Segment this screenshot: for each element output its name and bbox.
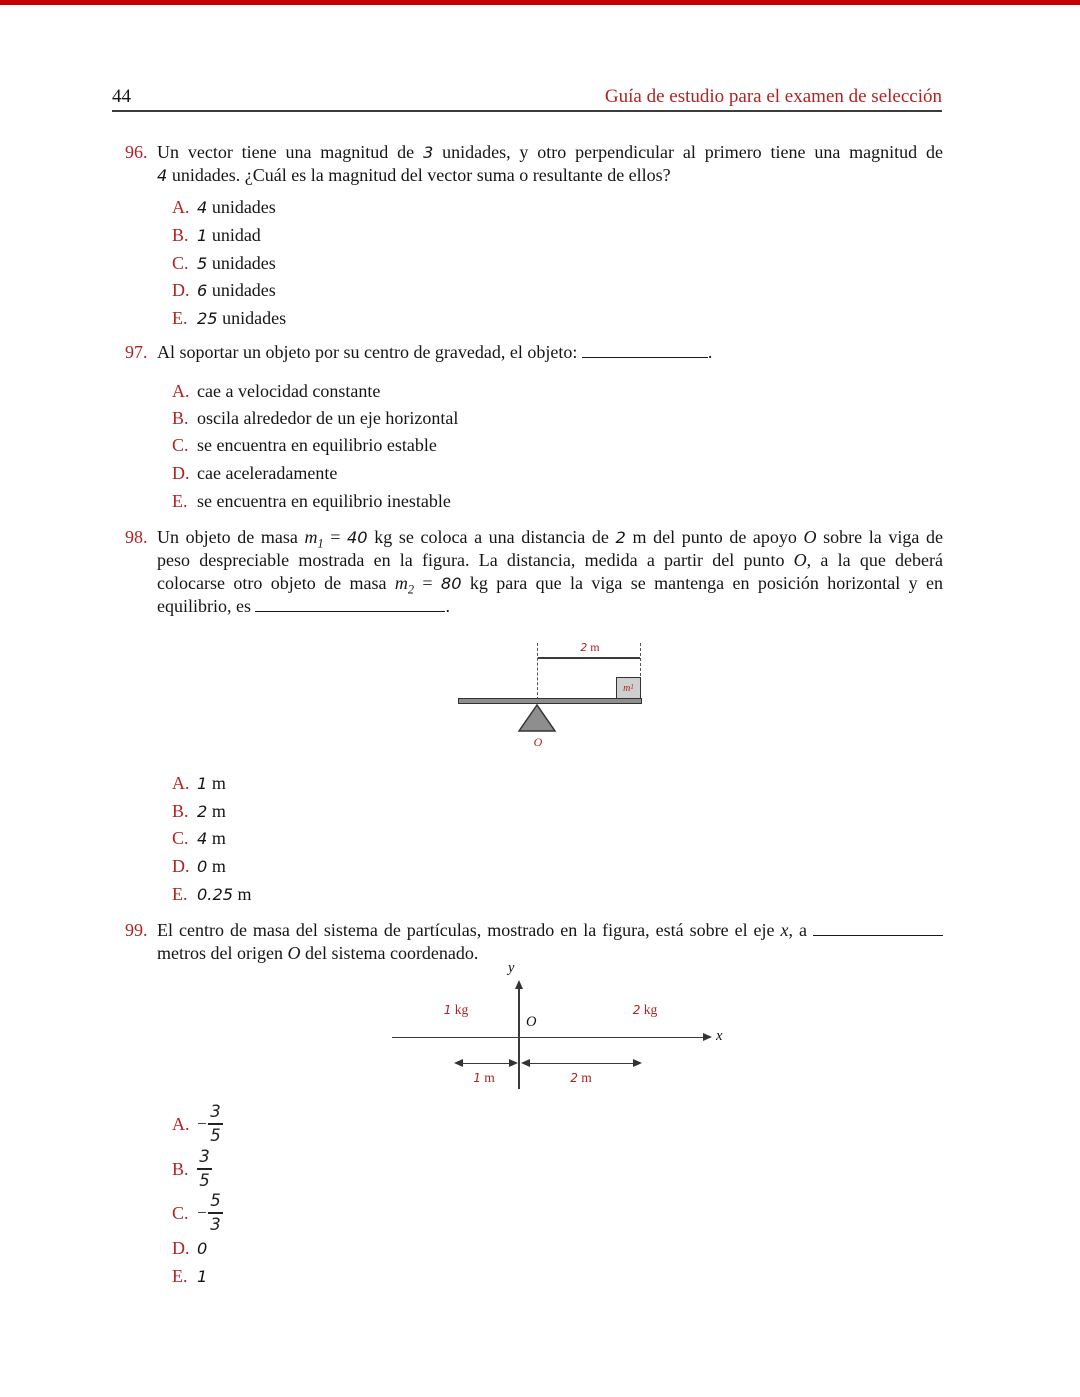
option-text: cae aceleradamente — [197, 463, 338, 483]
distance-measure-line — [538, 657, 640, 659]
page-top-red-bar — [0, 0, 1080, 5]
question-96-text — [157, 141, 943, 187]
question-98-option-a: A. 1 m — [172, 773, 226, 793]
option-text: 4 unidades — [197, 197, 276, 217]
question-97-option-e: E. se encuentra en equilibrio inestable — [172, 491, 451, 511]
fraction: $\frac{5}{3}$ — [208, 1191, 223, 1235]
question-97-option-b: B. oscila alrededor de un eje horizontal — [172, 408, 459, 428]
question-96-option-e: E. 25 unidades — [172, 308, 287, 328]
fraction: $\frac{3}{5}$ — [208, 1102, 223, 1146]
option-text: se encuentra en equilibrio inestable — [197, 491, 451, 511]
coordinate-figure — [390, 958, 740, 1098]
question-99-option-d: D. 0 — [172, 1238, 208, 1258]
minus-sign: − — [197, 1203, 207, 1222]
question-98-option-c: C. 4 m — [172, 828, 226, 848]
question-98-line-3: colocarse otro objeto de masa $m_2 = 80$ kg para que la viga se mantenga en posición horizontal y en — [157, 573, 944, 597]
mass-box: m 1 — [616, 677, 641, 699]
option-text: 6 unidades — [197, 280, 276, 300]
question-96-number: 96. — [125, 142, 148, 162]
question-96-option-d: D. 6 unidades — [172, 280, 276, 300]
page-number: 44 — [112, 86, 131, 107]
answer-blank — [255, 596, 445, 612]
left-measure-line — [461, 1063, 512, 1065]
option-text: cae a velocidad constante — [197, 381, 381, 401]
question-96-option-a: A. 4 unidades — [172, 197, 276, 217]
question-99-option-b: B. $\frac{3}{5}$ — [172, 1145, 212, 1193]
right-measure-arrowhead-right — [633, 1059, 642, 1067]
question-99-option-e: E. 1 — [172, 1266, 208, 1286]
question-99-line-2: metros del origen O del sistema coordenado. — [157, 943, 479, 963]
question-96-option-b: B. 1 unidad — [172, 225, 261, 245]
option-text: 1 unidad — [197, 225, 261, 245]
question-97-option-a: A. cae a velocidad constante — [172, 381, 381, 401]
left-measure-arrowhead-right — [509, 1059, 518, 1067]
question-98-line-4: equilibrio, es . — [157, 596, 450, 616]
header-rule — [112, 110, 942, 112]
minus-sign: − — [197, 1114, 207, 1133]
option-text: 1 m — [197, 773, 226, 793]
option-text: 0.25 m — [197, 884, 252, 904]
question-98-option-d: D. 0 m — [172, 856, 226, 876]
question-97-option-d: D. cae aceleradamente — [172, 463, 338, 483]
option-text: 25 unidades — [197, 308, 287, 328]
mass-dashed-line — [640, 643, 641, 676]
question-98-line-2: peso despreciable mostrada en la figura. La distancia, medida a partir del punto O, a la que deberá — [157, 550, 943, 570]
fraction-bar — [197, 1168, 212, 1170]
fraction: $\frac{3}{5}$ — [197, 1147, 212, 1191]
origin-label: O — [526, 1014, 537, 1030]
question-97-option-c: C. se encuentra en equilibrio estable — [172, 435, 437, 455]
x-axis-arrowhead — [703, 1033, 712, 1041]
option-text: 2 m — [197, 801, 226, 821]
x-axis-label: x — [716, 1028, 723, 1044]
y-axis-label: y — [508, 960, 515, 976]
fraction-bar — [208, 1212, 223, 1214]
question-96-line-2: 4 unidades. ¿Cuál es la magnitud del vector suma o resultante de ellos? — [157, 165, 671, 185]
question-99-number: 99. — [125, 920, 148, 940]
question-97-text — [157, 341, 943, 364]
question-98-option-e: E. 0.25 m — [172, 884, 252, 904]
option-text: oscila alrededor de un eje horizontal — [197, 408, 459, 428]
question-96-line-1: Un vector tiene una magnitud de 3 unidades, y otro perpendicular al primero tiene una magnitud de — [157, 142, 943, 162]
question-97-line-1: Al soportar un objeto por su centro de gravedad, el objeto: . — [157, 342, 713, 362]
option-text: 1 — [197, 1267, 208, 1286]
left-distance-label: 1 m — [473, 1070, 495, 1085]
option-text: 5 unidades — [197, 253, 276, 273]
answer-blank — [813, 920, 943, 936]
fulcrum-dashed-line — [537, 643, 538, 700]
option-text: 0 — [197, 1239, 208, 1258]
question-98-number: 98. — [125, 527, 148, 547]
x-axis — [392, 1037, 705, 1039]
question-98-line-1: Un objeto de masa $m_1 = 40$ kg se coloca a una distancia de 2 m del punto de apoyo O sobre la viga de — [157, 527, 943, 551]
y-axis-arrowhead — [515, 980, 523, 989]
page-header-title: Guía de estudio para el examen de selección — [604, 86, 942, 107]
right-distance-label: 2 m — [570, 1070, 592, 1085]
question-98-text — [157, 526, 943, 618]
option-text: se encuentra en equilibrio estable — [197, 435, 437, 455]
lever-figure — [450, 638, 660, 756]
left-mass-label: 1 kg — [443, 1002, 469, 1017]
question-97-number: 97. — [125, 342, 148, 362]
right-mass-label: 2 kg — [632, 1002, 658, 1017]
fraction-bar — [208, 1123, 223, 1125]
question-96-option-c: C. 5 unidades — [172, 253, 276, 273]
option-text: 4 m — [197, 828, 226, 848]
fulcrum-origin-label: O — [533, 735, 543, 749]
question-99-option-c: C. − $\frac{5}{3}$ — [172, 1189, 223, 1237]
fulcrum-triangle — [517, 704, 557, 732]
question-98-option-b: B. 2 m — [172, 801, 226, 821]
option-text: 0 m — [197, 856, 226, 876]
y-axis — [518, 987, 520, 1089]
right-measure-line — [528, 1063, 635, 1065]
distance-label: 2 m — [580, 640, 600, 654]
answer-blank — [582, 342, 708, 358]
question-99-line-1: El centro de masa del sistema de partículas, mostrado en la figura, está sobre el eje x, a — [157, 919, 943, 942]
question-99-option-a: A. − $\frac{3}{5}$ — [172, 1100, 223, 1148]
